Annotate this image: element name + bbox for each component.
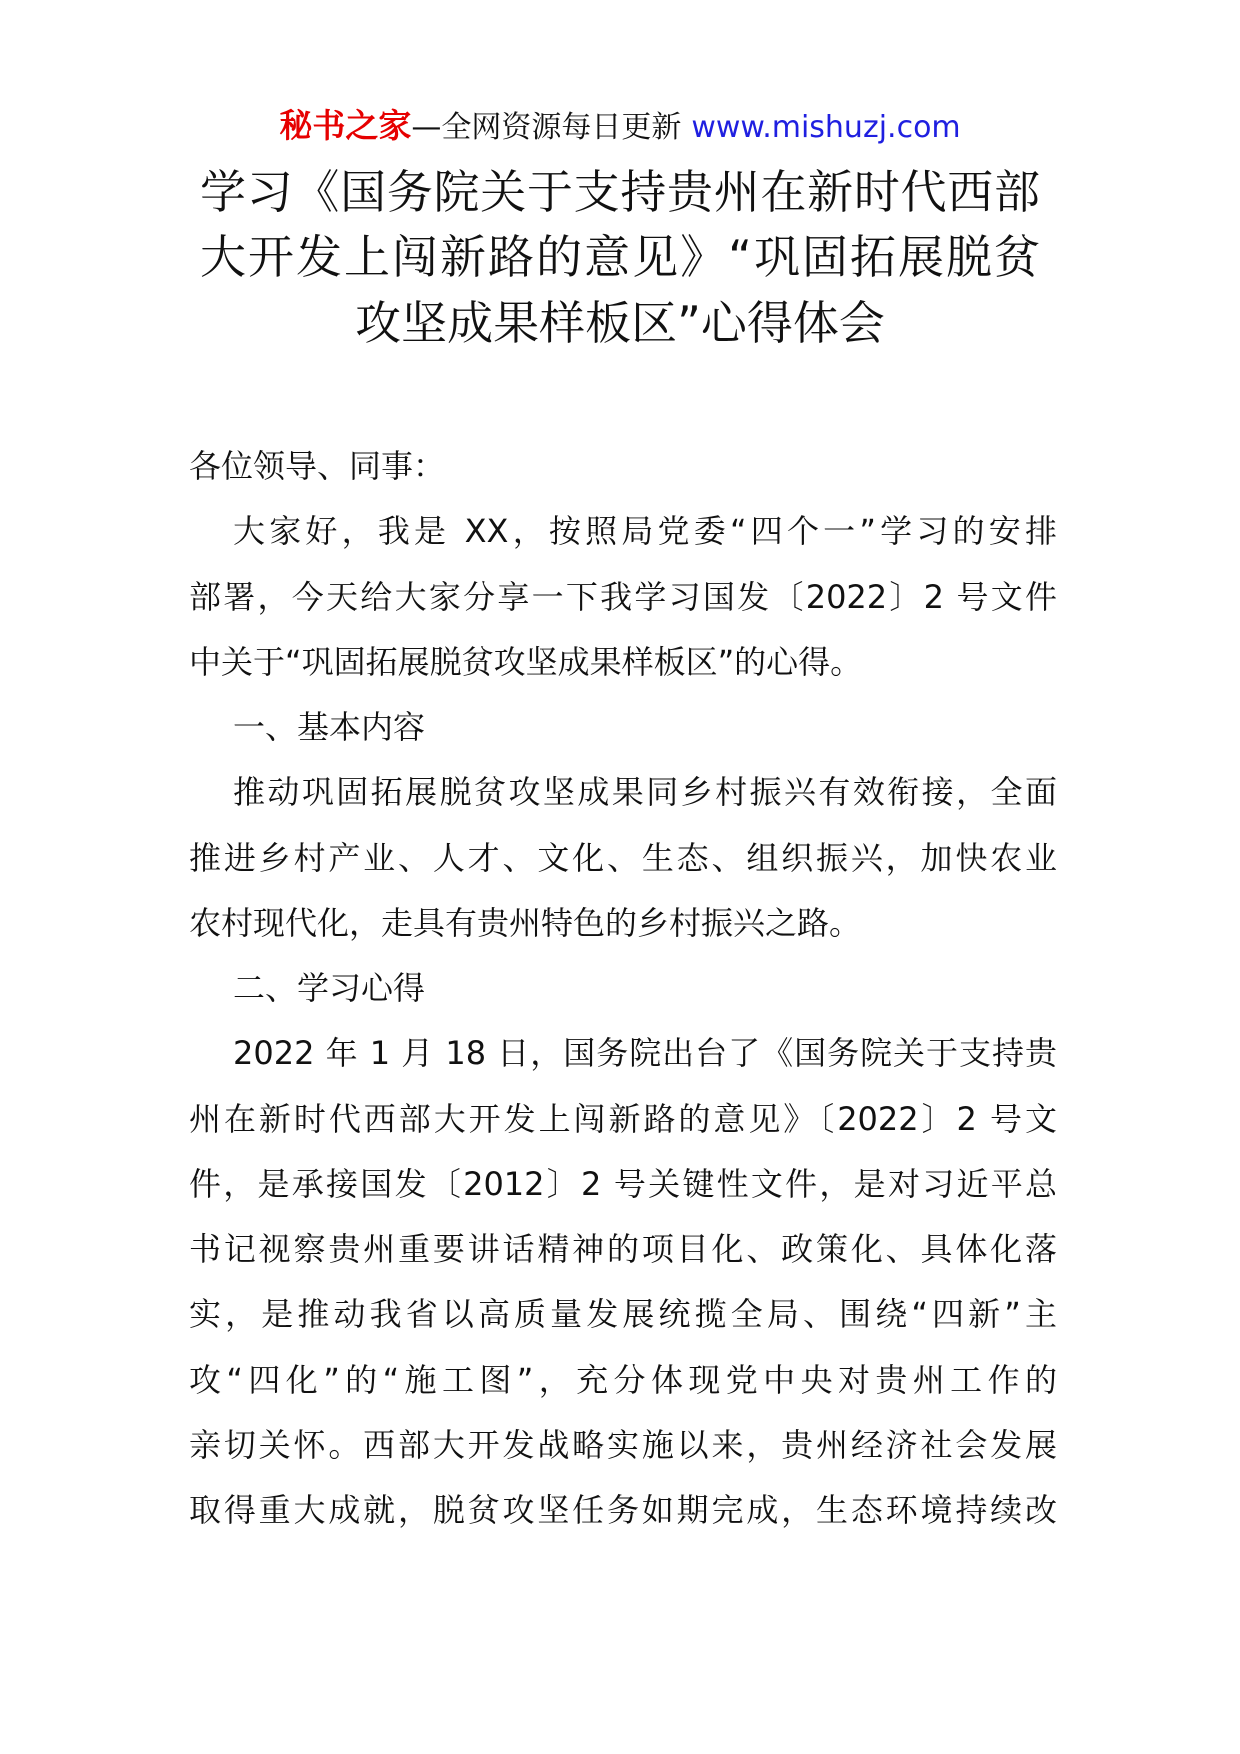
title-line: 攻坚成果样板区”心得体会 [355,295,885,350]
body-line: 农村现代化，走具有贵州特色的乡村振兴之路。 [189,903,862,942]
site-header [0,104,1240,148]
body-line: 件，是承接国发〔2012〕2 号关键性文件，是对习近平总 [189,1164,1057,1203]
body-line: 实，是推动我省以高质量发展统揽全局、围绕“四新”主 [189,1295,1057,1334]
document-body [189,434,1057,1543]
body-line: 各位领导、同事： [189,447,446,485]
paragraph-greeting [189,434,1057,499]
title-line: 大开发上闯新路的意见》“巩固拓展脱贫 [200,230,1040,285]
document-title [200,160,1040,356]
body-line: 推动巩固拓展脱贫攻坚成果同乡村振兴有效衔接，全面 [233,773,1057,812]
section-heading: 一、基本内容 [233,708,426,746]
site-brand: 秘书之家 [279,106,412,145]
body-line: 州在新时代西部大开发上闯新路的意见》〔2022〕2 号文 [189,1099,1057,1138]
body-line: 部署，今天给大家分享一下我学习国发〔2022〕2 号文件 [189,577,1057,616]
website-link[interactable]: www.mishuzj.com [691,110,961,145]
body-line: 2022 年 1 月 18 日，国务院出台了《国务院关于支持贵 [233,1034,1057,1073]
body-line: 推进乡村产业、人才、文化、生态、组织振兴，加快农业 [189,838,1057,877]
site-tagline: —全网资源每日更新 [411,110,682,145]
section-heading-learning [189,956,1057,1021]
paragraph-basic-content [189,760,1057,956]
body-line: 中关于“巩固拓展脱贫攻坚成果样板区”的心得。 [189,642,863,681]
title-line: 学习《国务院关于支持贵州在新时代西部 [200,165,1040,219]
paragraph-learning [189,1021,1057,1543]
body-line: 大家好，我是 XX，按照局党委“四个一”学习的安排 [233,512,1057,551]
body-line: 书记视察贵州重要讲话精神的项目化、政策化、具体化落 [189,1230,1057,1268]
body-line: 亲切关怀。西部大开发战略实施以来，贵州经济社会发展 [189,1425,1057,1464]
section-heading-basic-content [189,695,1057,760]
section-heading: 二、学习心得 [233,969,426,1007]
body-line: 取得重大成就，脱贫攻坚任务如期完成，生态环境持续改 [189,1491,1057,1529]
body-line: 攻“四化”的“施工图”，充分体现党中央对贵州工作的 [189,1360,1057,1399]
paragraph-introduction [189,499,1057,695]
